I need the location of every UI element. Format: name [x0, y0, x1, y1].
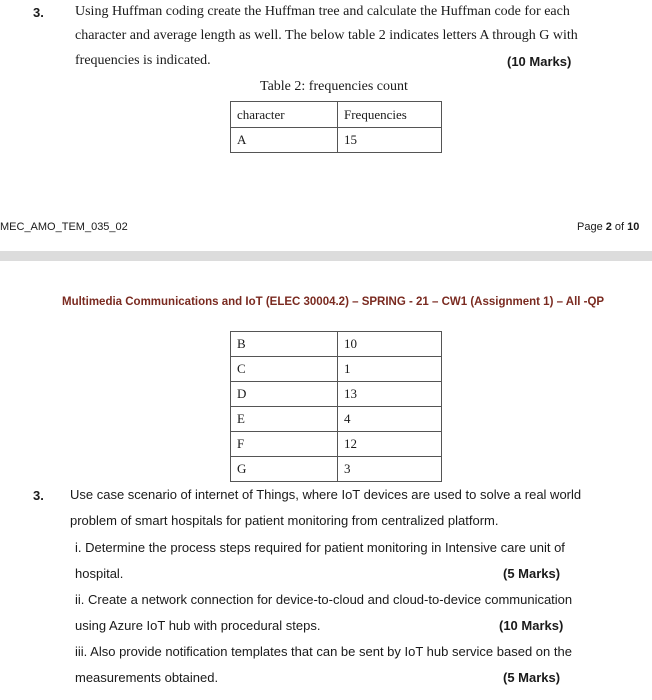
table-row — [231, 457, 442, 482]
table-row — [231, 332, 442, 357]
question-marks: (10 Marks) — [507, 54, 572, 69]
cell-character: C — [231, 357, 338, 382]
page-total: 10 — [627, 221, 640, 233]
table-row — [231, 407, 442, 432]
cell-character: D — [231, 382, 338, 407]
frequency-table-continued — [230, 331, 442, 482]
subpart-text: using Azure IoT hub with procedural steps. — [75, 618, 321, 633]
table-caption: Table 2: frequencies count — [260, 79, 408, 94]
subpart-text: i. Determine the process steps required for patient monitoring in Intensive care unit of — [75, 540, 565, 555]
cell-frequency: 10 — [338, 332, 442, 357]
cell-frequency: 15 — [338, 128, 442, 153]
table-row — [231, 128, 442, 153]
cell-frequency: 4 — [338, 407, 442, 432]
cell-frequency: 1 — [338, 357, 442, 382]
question-number: 3. — [33, 488, 44, 503]
table-row — [231, 432, 442, 457]
cell-character: A — [231, 128, 338, 153]
subpart-marks: (5 Marks) — [503, 566, 561, 581]
subpart-marks: (10 Marks) — [499, 618, 564, 633]
cell-character: E — [231, 407, 338, 432]
subpart-text: measurements obtained. — [75, 670, 219, 685]
question-text-line: frequencies is indicated. — [75, 53, 211, 68]
subpart-text: ii. Create a network connection for device-to-cloud and cloud-to-device communication — [75, 592, 573, 607]
page-number — [577, 221, 639, 233]
question-text-line: Use case scenario of internet of Things, where IoT devices are used to solve a real world — [70, 487, 582, 502]
cell-frequency: 12 — [338, 432, 442, 457]
cell-frequency: 13 — [338, 382, 442, 407]
question-text-line: Using Huffman coding create the Huffman tree and calculate the Huffman code for each — [75, 4, 570, 19]
question-number: 3. — [33, 5, 44, 20]
table-row — [231, 357, 442, 382]
header-frequencies: Frequencies — [338, 102, 442, 128]
question-text-line: problem of smart hospitals for patient monitoring from centralized platform. — [70, 513, 499, 528]
page-separator — [0, 251, 652, 261]
cell-character: B — [231, 332, 338, 357]
question-text-line: character and average length as well. The below table 2 indicates letters A through G with — [75, 28, 578, 43]
page-of: of — [611, 221, 628, 233]
course-header: Multimedia Communications and IoT (ELEC 30004.2) – SPRING - 21 – CW1 (Assignment 1) – All -QP — [62, 296, 605, 308]
subpart-marks: (5 Marks) — [503, 670, 561, 685]
header-character: character — [231, 102, 338, 128]
cell-character: G — [231, 457, 338, 482]
document-code: MEC_AMO_TEM_035_02 — [0, 221, 128, 233]
page-current: 2 — [605, 221, 612, 233]
cell-frequency: 3 — [338, 457, 442, 482]
table-header-row — [231, 102, 442, 128]
page-prefix: Page — [577, 221, 606, 233]
cell-character: F — [231, 432, 338, 457]
table-row — [231, 382, 442, 407]
subpart-text: iii. Also provide notification templates that can be sent by IoT hub service based on the — [75, 644, 572, 659]
frequency-table-top — [230, 101, 442, 153]
subpart-text: hospital. — [75, 566, 124, 581]
